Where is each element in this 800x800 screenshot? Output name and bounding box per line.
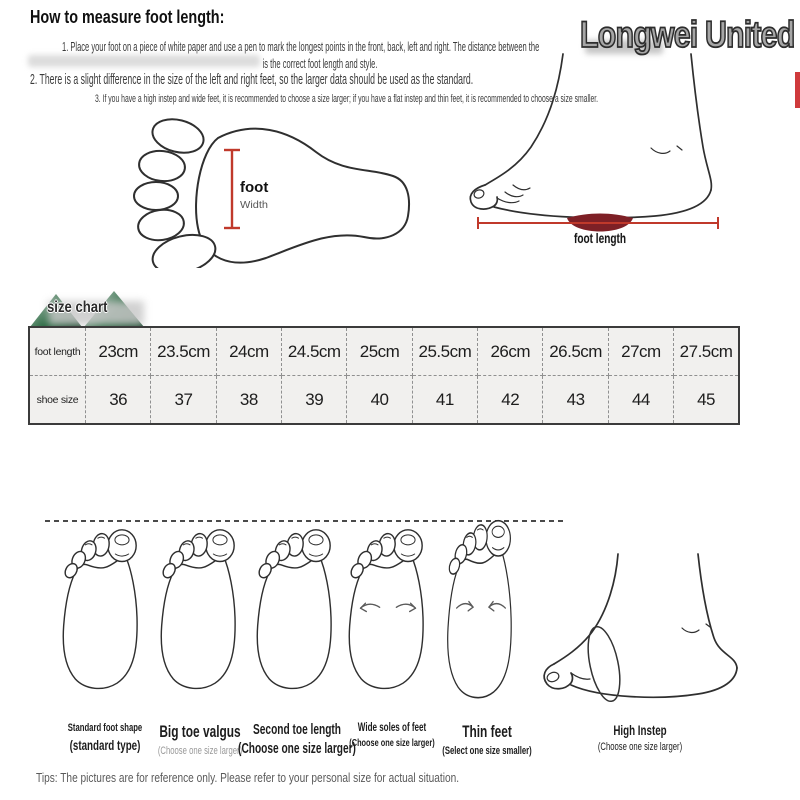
- foot-length-cell: 25cm: [347, 327, 412, 376]
- shoe-size-cell: 38: [216, 376, 281, 425]
- shoe-size-cell: 43: [543, 376, 608, 425]
- foot-length-cell: 27cm: [608, 327, 673, 376]
- foot-length-cell: 27.5cm: [674, 327, 739, 376]
- row-header: foot length: [29, 327, 86, 376]
- foot-type-name: Standard foot shape: [67, 722, 143, 734]
- shoe-size-cell: 39: [282, 376, 347, 425]
- foot-type-note: (Choose one size larger): [597, 741, 683, 753]
- foot-type-name: High Instep: [613, 722, 667, 738]
- foot-length-cell: 24cm: [216, 327, 281, 376]
- foot-length-diagram: [455, 22, 755, 252]
- foot-width-sublabel: Width: [240, 200, 268, 211]
- foot-type-note: (Choose one size larger): [349, 737, 435, 749]
- shoe-size-cell: 37: [151, 376, 216, 425]
- caption-thin-feet: [428, 722, 547, 757]
- size-chart-banner: size chart: [47, 299, 108, 316]
- foot-width-label: foot: [240, 179, 269, 196]
- size-chart-table: [28, 326, 740, 425]
- instep-girth-ellipse: [582, 624, 625, 704]
- instruction-step2: 2. There is a slight difference in the size of the left and right feet, so the larger data should be used as the standard.: [30, 72, 474, 88]
- foot-type-note: (Select one size smaller): [442, 745, 532, 757]
- foot-length-cell: 24.5cm: [282, 327, 347, 376]
- foot-type-name: Second toe length: [253, 722, 341, 738]
- instruction-step1-line1: 1. Place your foot on a piece of white paper and use a pen to mark the longest points in the front, back, left and right. The distance between the: [62, 39, 540, 54]
- footer-tip: Tips: The pictures are for reference only. Please refer to your personal size for actual situation.: [36, 770, 460, 785]
- foot-type-note: (Choose one size larger): [157, 745, 243, 757]
- foot-length-cell: 26cm: [478, 327, 543, 376]
- foot-width-diagram: [118, 118, 418, 268]
- foot-length-label: foot length: [574, 231, 626, 246]
- row-header: shoe size: [29, 376, 86, 425]
- foot-diagram-thin-feet: [438, 516, 524, 702]
- foot-diagram-wide-soles: [338, 516, 438, 702]
- foot-type-note: (Choose one size larger): [238, 741, 356, 757]
- shoe-size-cell: 40: [347, 376, 412, 425]
- foot-diagram-high-instep: [540, 552, 750, 712]
- foot-diagram-standard: [52, 516, 152, 702]
- foot-type-note: (standard type): [69, 737, 141, 753]
- foot-diagram-big-toe-valgus: [150, 516, 250, 702]
- red-edge-mark: [795, 72, 800, 108]
- shoe-size-cell: 45: [674, 376, 739, 425]
- table-row-shoe-size: [29, 376, 739, 425]
- foot-width-measure-line: [224, 150, 240, 228]
- foot-length-cell: 23.5cm: [151, 327, 216, 376]
- foot-length-cell: 26.5cm: [543, 327, 608, 376]
- foot-type-name: Thin feet: [462, 722, 512, 741]
- shoe-size-cell: 41: [412, 376, 477, 425]
- shoe-size-cell: 44: [608, 376, 673, 425]
- shoe-size-cell: 36: [86, 376, 151, 425]
- foot-diagram-second-toe-length: [246, 516, 346, 702]
- foot-type-name: Wide soles of feet: [357, 722, 427, 734]
- shoe-size-cell: 42: [478, 376, 543, 425]
- brand-logo: Longwei United: [579, 14, 794, 55]
- blurred-watermark: [28, 55, 260, 67]
- table-row-foot-length: [29, 327, 739, 376]
- foot-length-cell: 23cm: [86, 327, 151, 376]
- foot-type-name: Big toe valgus: [159, 722, 241, 741]
- caption-high-instep: [581, 722, 700, 753]
- instruction-step3: 3. If you have a high instep and wide feet, it is recommended to choose a size larger; if you have a flat instep and thin feet, it is recommended to choose a size smaller.: [95, 93, 599, 105]
- instruction-step1-line2: is the correct foot length and style.: [262, 56, 378, 71]
- foot-length-cell: 25.5cm: [412, 327, 477, 376]
- page-title: How to measure foot length:: [30, 7, 225, 27]
